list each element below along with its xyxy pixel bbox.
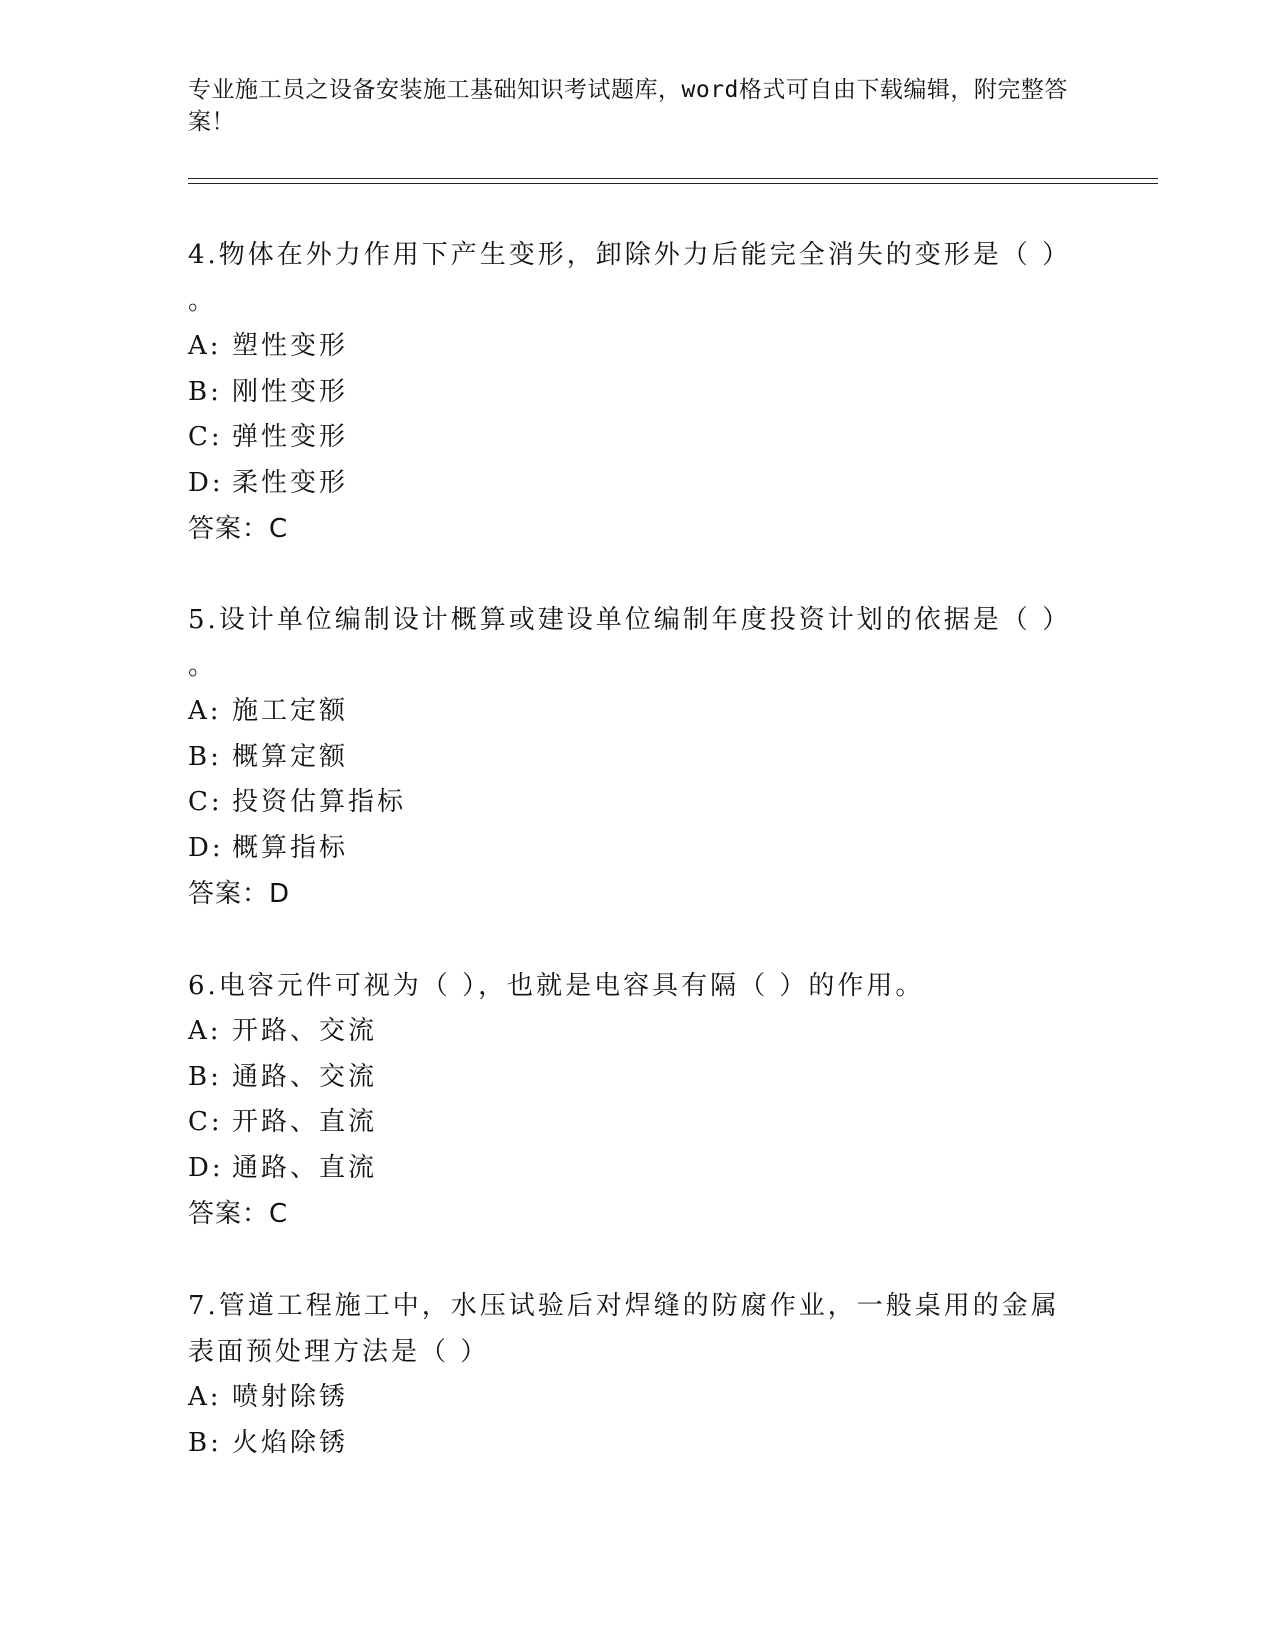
- option-text: 喷射除锈: [232, 1382, 349, 1412]
- question-4-text: 4.物体在外力作用下产生变形，卸除外力后能完全消失的变形是（ ）: [188, 240, 1072, 270]
- option-key: D:: [188, 1152, 224, 1183]
- question-7-text: 7.管道工程施工中，水压试验后对焊缝的防腐作业，一般桌用的金属表面预处理方法是（ ）: [188, 1291, 1060, 1367]
- question-5-option-d: [188, 826, 1068, 872]
- question-6-option-b: [188, 1055, 1068, 1101]
- question-7: [188, 1283, 1068, 1466]
- question-5-continuation: 。: [188, 651, 218, 681]
- option-key: C:: [188, 787, 223, 817]
- option-text: 开路、交流: [232, 1016, 378, 1046]
- option-text: 开路、直流: [232, 1107, 378, 1137]
- option-key: B:: [188, 741, 222, 772]
- question-7-option-b: [188, 1421, 1068, 1467]
- header-divider-bottom: [188, 183, 1158, 184]
- document-header-text: 专业施工员之设备安装施工基础知识考试题库，word格式可自由下载编辑，附完整答案！: [188, 77, 1068, 135]
- question-6-answer: 答案：C: [188, 1199, 289, 1229]
- question-6-option-a: [188, 1009, 1068, 1055]
- question-7-option-a: [188, 1375, 1068, 1421]
- question-5-text: 5.设计单位编制设计概算或建设单位编制年度投资计划的依据是（ ）: [188, 605, 1072, 635]
- question-5-option-b: [188, 735, 1068, 781]
- option-text: 施工定额: [232, 696, 349, 726]
- option-key: C:: [188, 1107, 223, 1137]
- question-4: [188, 232, 1072, 552]
- question-4-option-b: [188, 370, 1068, 416]
- option-key: C:: [188, 422, 223, 452]
- option-text: 通路、交流: [232, 1061, 378, 1092]
- option-text: 刚性变形: [232, 376, 349, 407]
- question-5-option-c: [188, 780, 1068, 826]
- option-text: 投资估算指标: [232, 787, 407, 817]
- question-5-option-a: [188, 689, 1068, 735]
- option-key: B:: [188, 376, 222, 407]
- question-5: [188, 597, 1072, 917]
- option-text: 通路、直流: [232, 1152, 378, 1183]
- option-key: A:: [188, 1382, 222, 1412]
- question-6-text: 6.电容元件可视为（ ），也就是电容具有隔（ ）的作用。: [188, 971, 925, 1001]
- option-text: 塑性变形: [232, 331, 349, 361]
- question-4-option-a: [188, 324, 1068, 370]
- option-key: B:: [188, 1061, 222, 1092]
- option-key: D:: [188, 467, 224, 498]
- question-5-answer: 答案：D: [188, 879, 291, 909]
- option-text: 概算指标: [232, 832, 349, 863]
- option-text: 弹性变形: [232, 422, 349, 452]
- header-divider-top: [188, 178, 1158, 179]
- question-4-continuation: 。: [188, 286, 218, 316]
- question-4-option-c: [188, 415, 1068, 461]
- option-key: A:: [188, 696, 222, 726]
- option-text: 概算定额: [232, 741, 349, 772]
- option-key: A:: [188, 1016, 222, 1046]
- option-key: D:: [188, 832, 224, 863]
- question-4-option-d: [188, 461, 1068, 507]
- option-key: B:: [188, 1427, 222, 1458]
- question-6: [188, 963, 1068, 1237]
- option-text: 柔性变形: [232, 467, 349, 498]
- option-text: 火焰除锈: [232, 1427, 349, 1458]
- question-4-answer: 答案：C: [188, 514, 289, 544]
- question-6-option-d: [188, 1146, 1068, 1192]
- option-key: A:: [188, 331, 222, 361]
- question-6-option-c: [188, 1100, 1068, 1146]
